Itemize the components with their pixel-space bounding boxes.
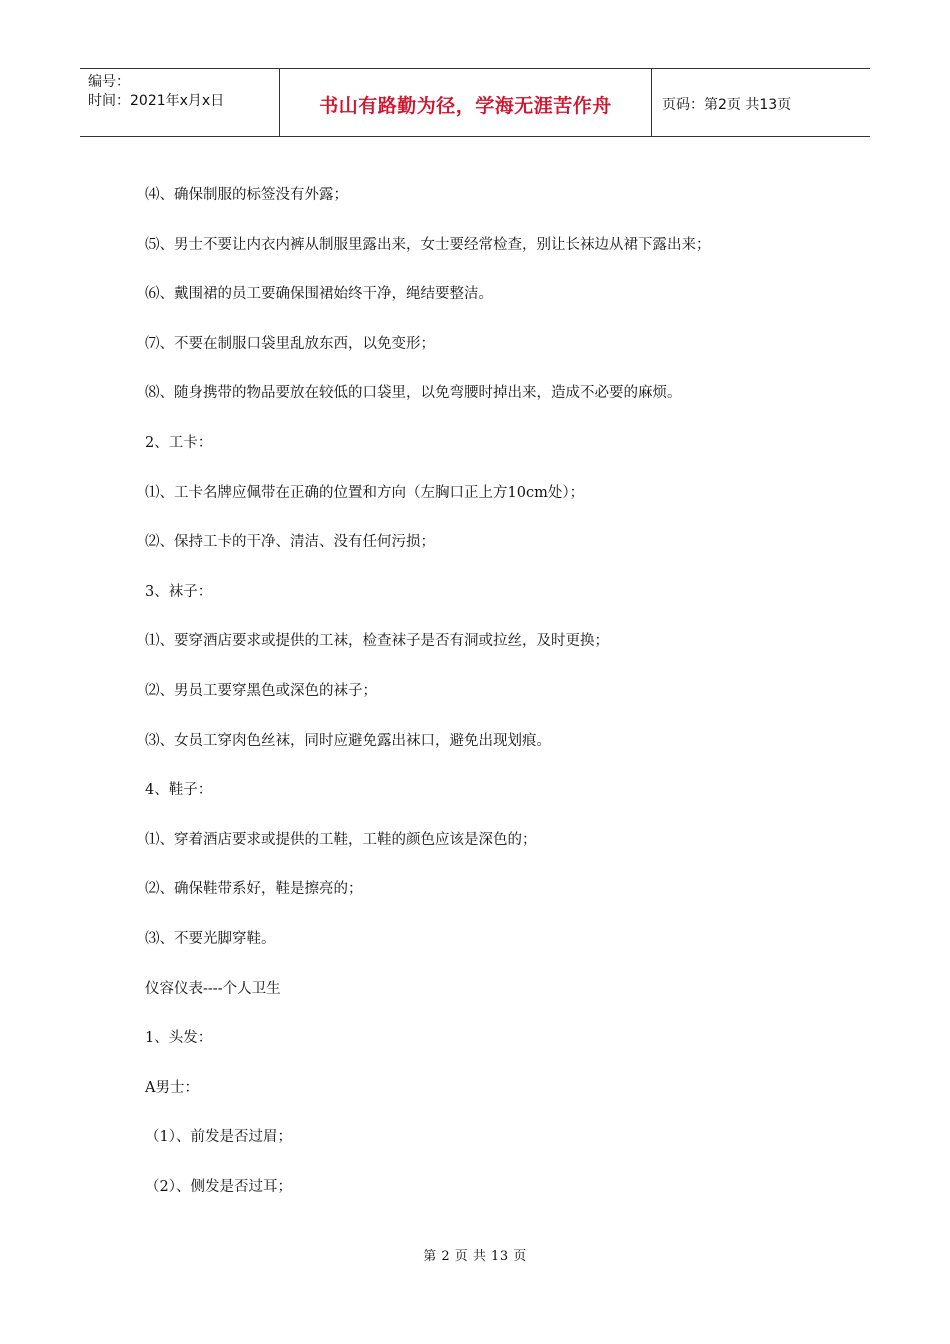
paragraph: ⑶、不要光脚穿鞋。 bbox=[145, 930, 276, 947]
page-footer: 第 2 页 共 13 页 bbox=[423, 1249, 527, 1264]
paragraph: ⑵、男员工要穿黑色或深色的袜子； bbox=[145, 682, 377, 699]
paragraph: ⑷、确保制服的标签没有外露； bbox=[145, 187, 348, 203]
header-page-cell bbox=[652, 69, 870, 136]
document-date: 时间：2021年x月x日 bbox=[88, 93, 225, 109]
section-heading: 3、袜子： bbox=[145, 583, 213, 600]
paragraph: ⑴、工卡名牌应佩带在正确的位置和方向（左胸口正上方10cm处）； bbox=[145, 484, 585, 501]
section-heading: 2、工卡： bbox=[145, 434, 213, 451]
paragraph: ⑸、男士不要让内衣内裤从制服里露出来，女士要经常检查，别让长袜边从裙下露出来； bbox=[145, 236, 711, 253]
document-number-label: 编号： bbox=[88, 74, 130, 90]
section-title: 仪容仪表----个人卫生 bbox=[145, 980, 281, 997]
paragraph: ⑴、要穿酒店要求或提供的工袜，检查袜子是否有洞或拉丝，及时更换； bbox=[145, 633, 609, 650]
paragraph: ⑶、女员工穿肉色丝袜，同时应避免露出袜口，避免出现划痕。 bbox=[145, 732, 551, 749]
paragraph: ⑻、随身携带的物品要放在较低的口袋里，以免弯腰时掉出来，造成不必要的麻烦。 bbox=[145, 385, 682, 402]
paragraph: ⑴、穿着酒店要求或提供的工鞋，工鞋的颜色应该是深色的； bbox=[145, 831, 537, 848]
paragraph: （2）、侧发是否过耳； bbox=[145, 1178, 292, 1195]
document-body bbox=[145, 180, 825, 1221]
paragraph: （1）、前发是否过眉； bbox=[145, 1129, 292, 1146]
header-meta bbox=[80, 69, 280, 136]
header-page-number: 页码：第2页 共13页 bbox=[662, 96, 792, 113]
paragraph: ⑵、确保鞋带系好，鞋是擦亮的； bbox=[145, 881, 363, 898]
paragraph: ⑹、戴围裙的员工要确保围裙始终干净，绳结要整洁。 bbox=[145, 286, 493, 303]
section-heading: 4、鞋子： bbox=[145, 782, 213, 799]
page-header bbox=[80, 68, 870, 137]
section-heading: 1、头发： bbox=[145, 1030, 213, 1047]
paragraph: ⑵、保持工卡的干净、清洁、没有任何污损； bbox=[145, 534, 435, 551]
header-motto-cell bbox=[280, 69, 652, 136]
paragraph: ⑺、不要在制服口袋里乱放东西，以免变形； bbox=[145, 335, 435, 352]
header-motto: 书山有路勤为径，学海无涯苦作舟 bbox=[319, 95, 612, 117]
subsection-heading: A男士： bbox=[145, 1079, 199, 1096]
